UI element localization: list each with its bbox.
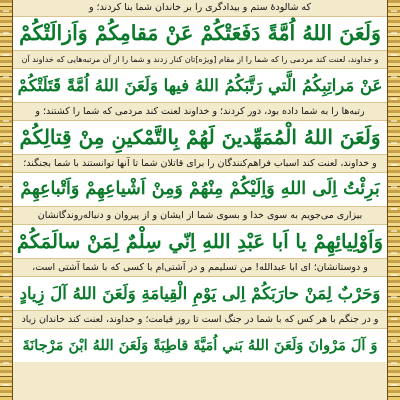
arabic-verse-line: وَ آلَ مَرْوانَ وَلَعَنَ اللهُ بَني اُمَيَّةَ قاطِبَةً وَلَعَنَ اللهُ ابْنَ مَرْجانَةَ [13,329,387,362]
translation-line: رتبه‌ها را به شما داده بود، دور کردند؛ و خداوند لعنت کند مردمی که شما را کشتند؛ و [13,102,387,121]
arabic-verse-line: عَنْ مَراتِبِكُمُ الَّتي رَتَّبَكُمُ اللهُ فيها وَلَعَنَ اللهُ اُمَّةً قَتَلَتْكُمْ [13,69,387,102]
translation-line: که شالودهٔ ستم و بیدادگری را بر خاندان شما بنا کردند؛ و [13,0,387,17]
text-column [13,0,387,400]
ornamental-border-left [0,0,13,400]
translation-line: بیزاری می‌جویم به سوی خدا و بسوی شما از ایشان و از پیروان و دنباله‌روندگانشان [13,206,387,225]
arabic-verse-line: وَلَعَنَ اللهُ اُمَّةً دَفَعَتْكُمْ عَنْ مَقامِكُمْ وَاَزالَتْكُمْ [13,17,387,50]
ornamental-border-right [387,0,400,400]
translation-line: و در جنگم با هر کس که با شما در جنگ است تا روز قیامت؛ و خداوند، لعنت کند خاندان زیاد [13,310,387,329]
arabic-verse-line: وَاَوْلِيائِهِمْ يا اَبا عَبْدِ اللهِ اِنّي سِلْمٌ لِمَنْ سالَمَكُمْ [13,225,387,258]
arabic-verse-line: وَلَعَنَ اللهُ الْمُمَهِّدينَ لَهُمْ بِالتَّمْكينِ مِنْ قِتالِكُمْ [13,121,387,154]
arabic-verse-line: بَرِئْتُ اِلَى اللهِ وَاِلَيْكُمْ مِنْهُمْ وَمِنْ اَشْياعِهِمْ وَاَتْباعِهِمْ [13,173,387,206]
translation-line: و خداوند، لعنت کند اسباب فراهم‌کنندگان را برای قاتلان شما تا آنها توانستند با شما بجنگند؛ [13,154,387,173]
translation-line: و خداوند، لعنت کند مردمی را که شما را از مقام [ویژه]تان کنار زدند و شما را از آن مرتبه‌هایی که خداوند آن [13,50,387,69]
arabic-verse-line: وَحَرْبٌ لِمَنْ حارَبَكُمْ اِلى يَوْمِ الْقِيامَةِ وَلَعَنَ اللهُ آلَ زِيادٍ [13,277,387,310]
translation-line: و دوستانشان؛ ای ابا عبدالله! من تسلیمم و در آشتی‌ام با کسی که با شما آشتی است، [13,258,387,277]
